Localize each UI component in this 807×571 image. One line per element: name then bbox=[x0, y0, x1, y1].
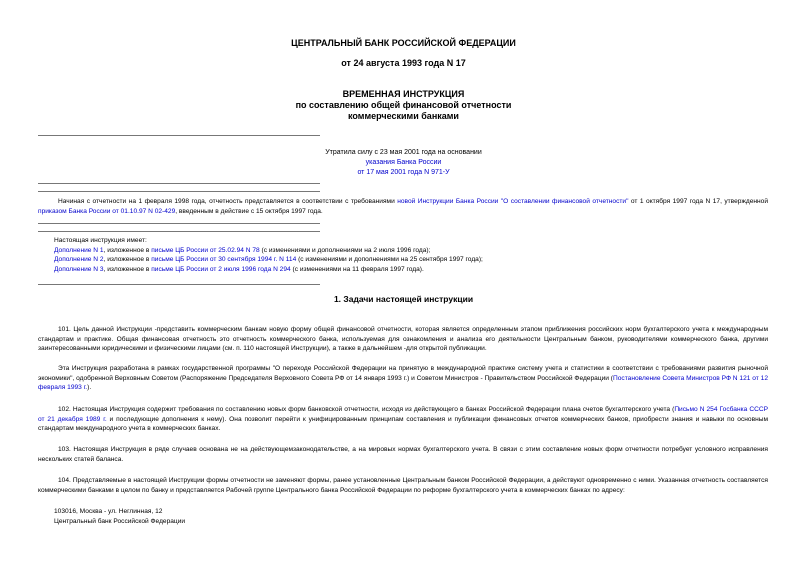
link-new-instruction[interactable]: новой Инструкции Банка России "О составлении финансовой отчетности" bbox=[397, 198, 629, 205]
address-block bbox=[54, 507, 768, 526]
org-name: ЦЕНТРАЛЬНЫЙ БАНК РОССИЙСКОЙ ФЕДЕРАЦИИ bbox=[291, 38, 516, 48]
amendment-letter-link[interactable]: письме ЦБ России от 30 сентября 1994 г. N 114 bbox=[151, 256, 297, 263]
amendment-item: Дополнение N 3, изложенное в письме ЦБ России от 2 июля 1996 года N 294 (с изменениями на 11 февраля 1997 года). bbox=[54, 265, 424, 273]
divider bbox=[38, 231, 320, 232]
title-line-2: по составлению общей финансовой отчетности bbox=[295, 100, 512, 110]
link-order[interactable]: приказом Банка России от 01.10.97 N 02-429 bbox=[38, 207, 176, 215]
divider bbox=[38, 191, 320, 192]
paragraph-104: 104. Представляемые в настоящей Инструкции формы отчетности не заменяют формы, ранее установленные Центральным банком Российской Федерации, а действуют одновременно с ними. Указанная отчетность составляется коммерческими банками в целом по банку и представляется Рабочей группе Центрального банка Российской Федерации по реформе бухгалтерского учета в коммерческих банках по адресу: bbox=[38, 477, 768, 494]
status-note bbox=[0, 148, 807, 178]
amendment-item: Дополнение N 1, изложенное в письме ЦБ России от 25.02.94 N 78 (с изменениями и дополнениями на 2 июля 1996 года); bbox=[54, 246, 431, 254]
intro-paragraph: Начиная с отчетности на 1 февраля 1998 года, отчетность представляется в соответствии с требованиями новой Инструкции Банка России "О составлении финансовой отчетности" от 1 октября 1997 года N 17, утвержденной приказом Банка России от 01.10.97 N 02-429, введенным в действие с 15 октября 1997 года. bbox=[38, 198, 768, 215]
section-title: 1. Задачи настоящей инструкции bbox=[333, 294, 474, 304]
amendment-letter-link[interactable]: письме ЦБ России от 25.02.94 N 78 bbox=[151, 246, 260, 254]
address-line: 103016, Москва - ул. Неглинная, 12 bbox=[54, 508, 163, 515]
document-title bbox=[0, 89, 807, 122]
status-line: Утратила силу с 23 мая 2001 года на основании bbox=[325, 149, 482, 156]
title-line-3: коммерческими банками bbox=[348, 111, 459, 121]
title-line-1: ВРЕМЕННАЯ ИНСТРУКЦИЯ bbox=[342, 89, 465, 99]
divider bbox=[38, 183, 320, 184]
amendment-letter-link[interactable]: письме ЦБ России от 2 июля 1996 года N 294 bbox=[151, 265, 291, 273]
paragraph-102: 102. Настоящая Инструкция содержит требования по составлению новых форм банковской отчетности, исходя из действующего в банках Российской Федерации плана счетов бухгалтерского учета (Письмо N 254 Госбанка СССР от 21 декабря 1989 г. и последующие дополнения к нему). Она позволит перейти к унифицированным принципам составления и публикации финансовых отчетов коммерческих банков, приобрести знания и навыки по основным стандартам международного учета в коммерческих банках. bbox=[38, 406, 769, 432]
link-gosbank-letter[interactable]: Письмо N 254 Госбанка СССР от 21 декабря 1989 г. bbox=[38, 406, 769, 423]
amendment-link[interactable]: Дополнение N 1 bbox=[54, 246, 104, 254]
amendments-heading: Настоящая инструкция имеет: bbox=[54, 237, 147, 244]
status-link-decree[interactable]: указания Банка России bbox=[365, 159, 442, 166]
divider bbox=[38, 223, 320, 224]
divider bbox=[38, 135, 320, 136]
link-government-decree[interactable]: Постановление Совета Министров РФ N 121 от 12 февраля 1993 г. bbox=[38, 374, 768, 391]
paragraph-103: 103. Настоящая Инструкция в ряде случаев основана не на действующемзаконодательстве, а на мировых нормах бухгалтерского учета. В связи с этим составление новых форм отчетности потребует условного исправления нескольких статей баланса. bbox=[38, 446, 768, 463]
paragraph-program: Эта Инструкция разработана в рамках государственной программы "О переходе Российской Федерации на принятую в международной практике систему учета и статистики в соответствии с требованиями развития рыночной экономики", одобренной Верховным Советом (Распоряжение Председателя Верховного Совета РФ от 14 января 1993 г.) и Советом Министров - Правительством Российской Федерации (Постановление Совета Министров РФ N 121 от 12 февраля 1993 г.). bbox=[38, 365, 768, 391]
divider bbox=[38, 284, 320, 285]
status-link-date[interactable]: от 17 мая 2001 года N 971-У bbox=[357, 169, 450, 176]
amendment-link[interactable]: Дополнение N 3 bbox=[54, 265, 104, 273]
amendment-item: Дополнение N 2, изложенное в письме ЦБ России от 30 сентября 1994 г. N 114 (с изменениями и дополнениями на 25 сентября 1997 года); bbox=[54, 256, 483, 263]
document-date: от 24 августа 1993 года N 17 bbox=[341, 58, 466, 68]
amendments-block bbox=[54, 236, 768, 274]
paragraph-101: 101. Цель данной Инструкции -представить коммерческим банкам новую форму общей финансовой отчетности, которая является определенным этапом приближения российских норм бухгалтерского учета к международным стандартам и практике. Общая финансовая отчетность это отчетность коммерческого банка, используемая для ознакомления и анализа его деятельности Центральным банком, руководителями коммерческого банка, другими заинтересованными юридическими и физическими лицами (см. п. 110 настоящей Инструкции), а также в дальнейшем -для открытой публикации. bbox=[38, 326, 768, 352]
amendment-link[interactable]: Дополнение N 2 bbox=[54, 256, 104, 263]
address-line: Центральный банк Российской Федерации bbox=[54, 517, 186, 525]
